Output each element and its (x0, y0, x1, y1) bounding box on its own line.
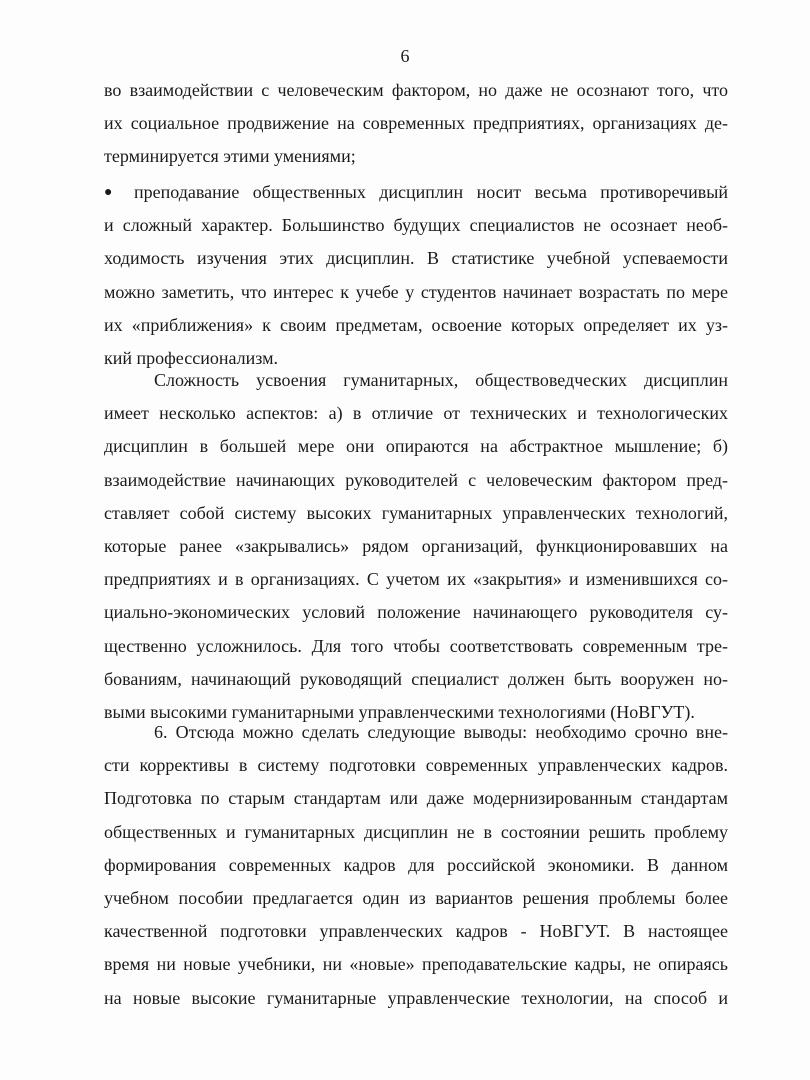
text-line: 6. Отсюда можно сделать следующие выводы: необходимо срочно вне- (154, 722, 728, 742)
text-line: качественной подготовки управленческих кадров - НоВГУТ. В настоящее (104, 921, 728, 942)
text-line: терминируется этими умениями; (104, 146, 356, 167)
text-line: выми высокими гуманитарными управленческими технологиями (НоВГУТ). (104, 701, 695, 722)
paragraph-conclusions (104, 716, 728, 1015)
text-line: время ни новые учебники, ни «новые» преподавательские кадры, не опираясь (104, 954, 728, 975)
text-line: щественно усложнилось. Для того чтобы соответствовать современным тре- (104, 635, 728, 656)
text-line: циально-экономических условий положение начинающего руководителя су- (104, 602, 728, 623)
text-line: во взаимодействии с человеческим фактором, но даже не осознают того, что (104, 80, 728, 100)
bullet-icon: ● (104, 185, 113, 200)
text-line: Подготовка по старым стандартам или даже модернизированным стандартам (104, 788, 728, 809)
text-line: и сложный характер. Большинство будущих специалистов не осознает необ- (104, 215, 728, 236)
text-line: можно заметить, что интерес к учебе у студентов начинает возрастать по мере (104, 281, 728, 302)
paragraph-complexity (104, 364, 728, 729)
text-line: их «приближения» к своим предметам, освоение которых определяет их уз- (104, 314, 728, 335)
text-line: бованиям, начинающий руководящий специалист должен быть вооружен но- (104, 668, 728, 689)
text-line: дисциплин в большей мере они опираются на абстрактное мышление; б) (104, 436, 728, 457)
text-line: на новые высокие гуманитарные управленческие технологии, на способ и (104, 987, 728, 1008)
text-line: ставляет собой систему высоких гуманитарных управленческих технологий, (104, 502, 728, 523)
text-line: взаимодействие начинающих руководителей с человеческим фактором пред- (104, 469, 728, 490)
text-line: общественных и гуманитарных дисциплин не в состоянии решить проблему (104, 821, 728, 842)
text-line: ходимость изучения этих дисциплин. В статистике учебной успеваемости (104, 248, 728, 269)
page-number: 6 (400, 46, 410, 66)
text-line: учебном пособии предлагается один из вариантов решения проблемы более (104, 887, 728, 908)
text-line-first (104, 176, 728, 209)
text-line: преподавание общественных дисциплин носит весьма противоречивый (134, 182, 728, 202)
text-line: формирования современных кадров для российской экономики. В данном (104, 854, 728, 875)
text-line: кий профессионализм. (104, 347, 278, 368)
text-line: их социальное продвижение на современных предприятиях, организациях де- (104, 113, 728, 134)
text-line: Сложность усвоения гуманитарных, обществоведческих дисциплин (154, 370, 728, 390)
paragraph-continuation (104, 74, 728, 174)
text-line: имеет несколько аспектов: а) в отличие от технических и технологических (104, 403, 728, 424)
text-line: сти коррективы в систему подготовки современных управленческих кадров. (104, 755, 728, 776)
text-line: предприятиях и в организациях. С учетом их «закрытия» и изменившихся со- (104, 569, 728, 590)
bullet-paragraph (104, 176, 728, 375)
text-line: которые ранее «закрывались» рядом организаций, функционировавших на (104, 535, 728, 556)
